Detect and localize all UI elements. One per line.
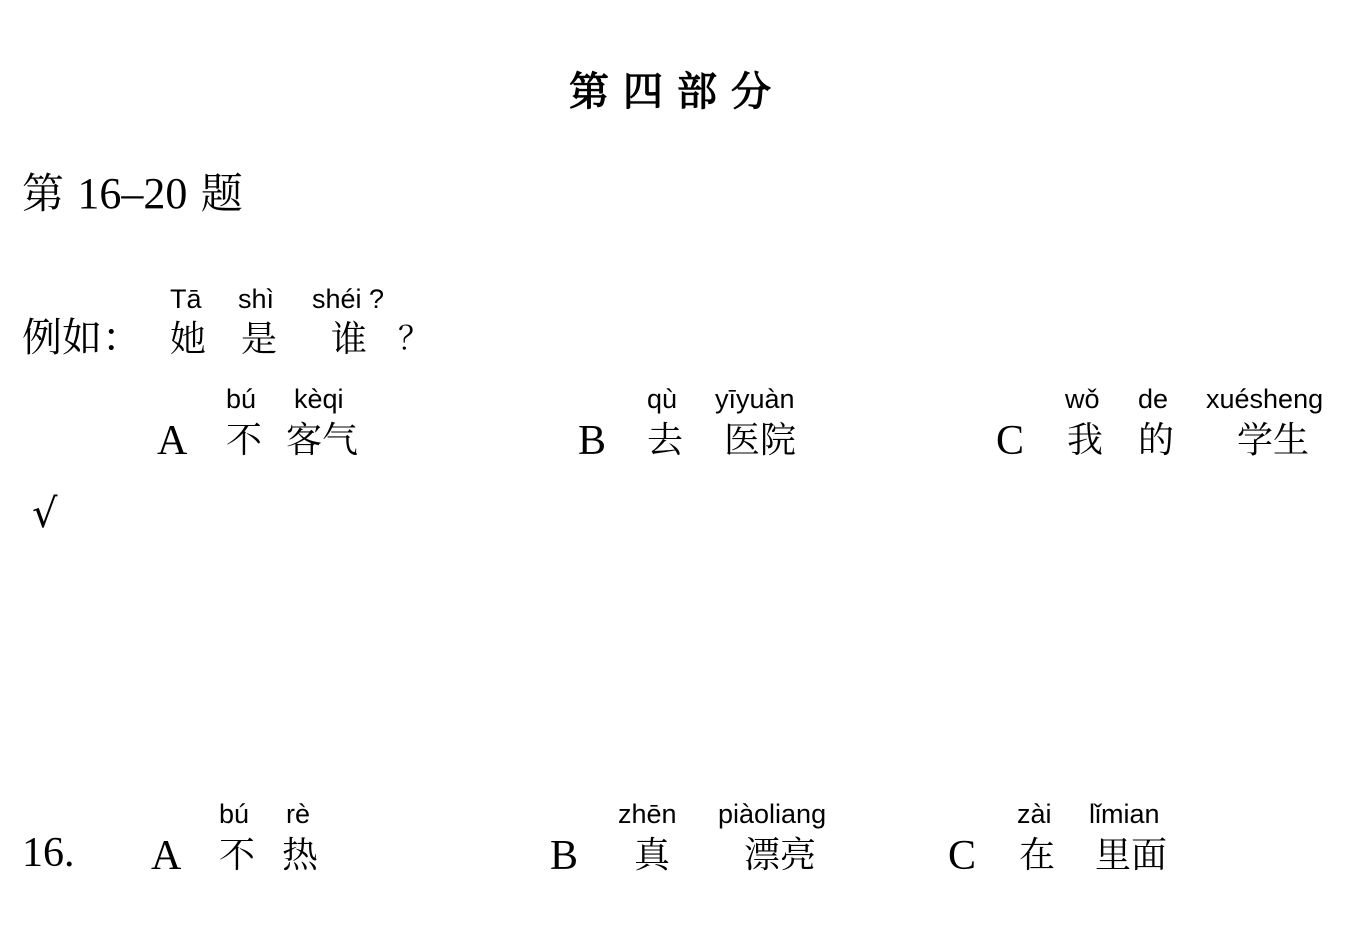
option-pinyin: yīyuàn xyxy=(715,384,795,414)
option-pinyin: de xyxy=(1138,384,1169,414)
example-hanzi-1: 她 xyxy=(170,319,207,360)
option-hanzi: 学生 xyxy=(1237,420,1310,461)
option-hanzi: 里面 xyxy=(1095,835,1168,876)
example-pinyin-3: shéi ? xyxy=(312,284,385,314)
option-pinyin: kèqi xyxy=(294,384,344,414)
option-pinyin: xuésheng xyxy=(1206,384,1324,414)
option-pinyin: qù xyxy=(647,384,678,414)
option-hanzi: 医院 xyxy=(724,420,797,461)
option-hanzi: 漂亮 xyxy=(744,835,817,876)
option-pinyin: bú xyxy=(219,799,250,829)
check-mark-icon: √ xyxy=(32,491,58,537)
option-hanzi: 不 xyxy=(226,420,263,461)
example-hanzi-question-mark: ？ xyxy=(398,319,431,357)
option-letter: A xyxy=(157,418,188,464)
option-letter: A xyxy=(151,833,182,879)
option-letter: C xyxy=(948,833,977,879)
option-hanzi: 热 xyxy=(282,835,319,876)
section-title: 第四部分 xyxy=(569,69,785,115)
option-hanzi: 的 xyxy=(1138,420,1175,461)
range-suffix: 题 xyxy=(200,169,243,218)
option-hanzi: 真 xyxy=(634,835,671,876)
question-range xyxy=(22,169,243,218)
option-pinyin: bú xyxy=(226,384,257,414)
example-hanzi-3: 谁 xyxy=(331,319,368,360)
range-prefix: 第 xyxy=(22,169,65,218)
example-label: 例如： xyxy=(22,315,142,361)
option-hanzi: 不 xyxy=(219,835,256,876)
example-pinyin-2: shì xyxy=(238,284,275,314)
option-pinyin: lǐmian xyxy=(1089,799,1160,829)
option-pinyin: rè xyxy=(286,799,311,829)
range-numbers: 16–20 xyxy=(77,169,188,218)
option-pinyin: piàoliang xyxy=(718,799,827,829)
example-hanzi-2: 是 xyxy=(241,319,278,360)
option-pinyin: zhēn xyxy=(618,799,677,829)
option-pinyin: wǒ xyxy=(1065,384,1100,414)
example-pinyin-1: Tā xyxy=(170,284,202,314)
option-hanzi: 我 xyxy=(1067,420,1104,461)
option-hanzi: 在 xyxy=(1019,835,1056,876)
option-letter: B xyxy=(550,833,579,879)
option-letter: C xyxy=(996,418,1025,464)
option-hanzi: 客气 xyxy=(286,420,359,461)
option-pinyin: zài xyxy=(1017,799,1052,829)
option-letter: B xyxy=(578,418,607,464)
question-number: 16. xyxy=(22,830,75,876)
option-hanzi: 去 xyxy=(647,420,684,461)
